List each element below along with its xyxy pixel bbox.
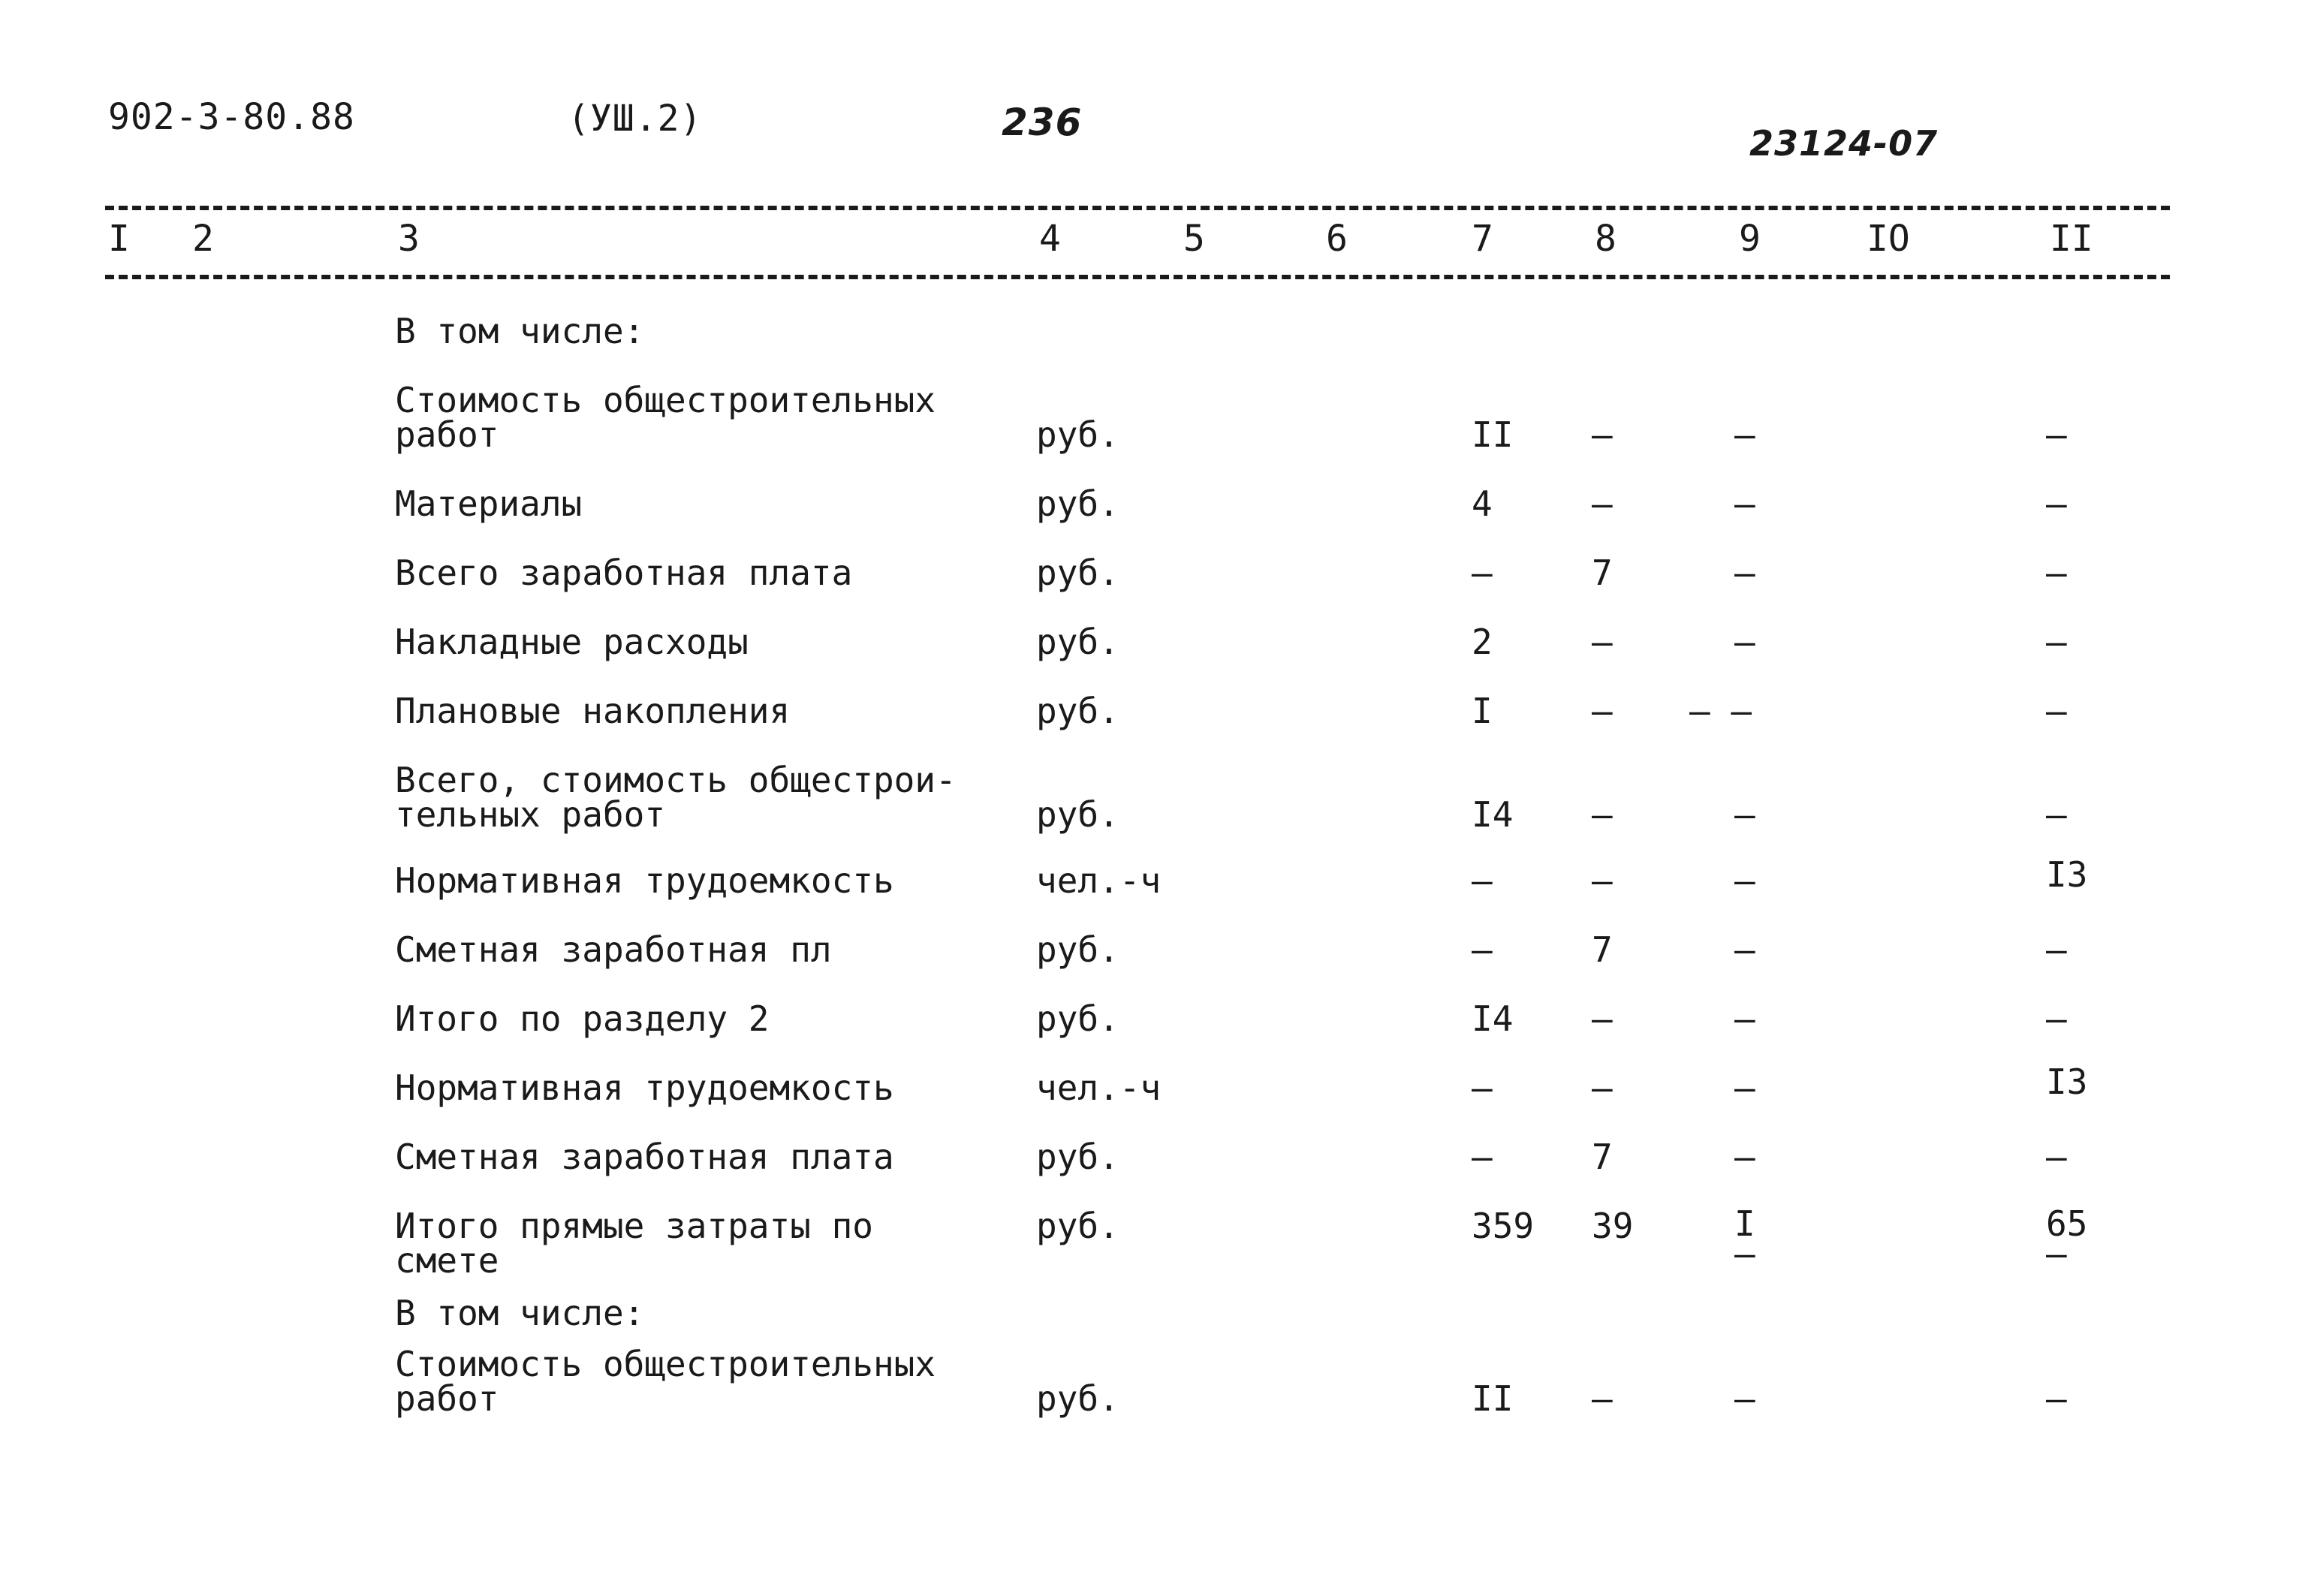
column-number: 2	[192, 218, 214, 260]
archive-number: 23124-07	[1749, 123, 1939, 164]
table-header-rule	[105, 275, 2170, 279]
page-number: 236	[1002, 101, 1083, 144]
row-label: Нормативная трудоемкость	[395, 860, 894, 901]
col7-value: II	[1472, 1378, 1514, 1419]
col8-value: –	[1592, 1068, 1613, 1108]
col9-value: –	[1734, 1378, 1755, 1419]
col7-value: I4	[1472, 998, 1514, 1039]
column-number: 7	[1472, 218, 1493, 260]
row-label: Стоимость общестроительных работ	[395, 1344, 936, 1419]
column-number: I	[108, 218, 130, 260]
column-number: 5	[1183, 218, 1205, 260]
row-label: Итого прямые затраты по смете	[395, 1206, 873, 1281]
row-unit: руб.	[1036, 998, 1119, 1039]
col9-value: –	[1734, 622, 1755, 662]
column-number: IO	[1867, 218, 1910, 260]
col8-value: 39	[1592, 1206, 1634, 1246]
col11-value: –	[2046, 1378, 2067, 1419]
row-label: Нормативная трудоемкость	[395, 1068, 894, 1108]
col9-value: –	[1734, 553, 1755, 593]
col9-value: –	[1734, 860, 1755, 901]
col7-value: –	[1472, 929, 1493, 970]
col9-value: –	[1734, 998, 1755, 1039]
col9-value: –	[1734, 1137, 1755, 1177]
col7-value: 4	[1472, 483, 1493, 524]
col11-value: –	[2046, 414, 2067, 455]
col11-value: –	[2046, 483, 2067, 524]
col7-value: II	[1472, 414, 1514, 455]
table-top-rule	[105, 206, 2170, 210]
column-number: 6	[1326, 218, 1348, 260]
col9-value: –	[1734, 483, 1755, 524]
col8-value: –	[1592, 860, 1613, 901]
row-label: Сметная заработная пл	[395, 929, 832, 970]
col9-value: –	[1734, 414, 1755, 455]
col9-value: – –	[1689, 691, 1752, 731]
col8-value: 7	[1592, 553, 1613, 593]
col11-value: –	[2046, 622, 2067, 662]
row-label: Сметная заработная плата	[395, 1137, 894, 1177]
col7-value: 359	[1472, 1206, 1535, 1246]
col11-value: I3	[2046, 854, 2088, 895]
col8-value: –	[1592, 998, 1613, 1039]
column-number: 8	[1595, 218, 1617, 260]
section-label: (УШ.2)	[568, 98, 703, 140]
col9-value: –	[1734, 794, 1755, 835]
column-number: 9	[1739, 218, 1761, 260]
col8-value: –	[1592, 414, 1613, 455]
row-unit: руб.	[1036, 1378, 1119, 1419]
col7-value: I	[1472, 691, 1493, 731]
row-unit: руб.	[1036, 691, 1119, 731]
row-label: В том числе:	[395, 311, 645, 351]
col8-value: –	[1592, 622, 1613, 662]
col7-value: –	[1472, 860, 1493, 901]
col9-value: –	[1734, 929, 1755, 970]
col9-value: I –	[1734, 1203, 1755, 1274]
col7-value: 2	[1472, 622, 1493, 662]
row-label: Плановые накопления	[395, 691, 791, 731]
column-number: 4	[1039, 218, 1061, 260]
row-label: Всего заработная плата	[395, 553, 853, 593]
col8-value: –	[1592, 794, 1613, 835]
col8-value: –	[1592, 1378, 1613, 1419]
row-unit: руб.	[1036, 553, 1119, 593]
row-unit: руб.	[1036, 929, 1119, 970]
row-unit: руб.	[1036, 1206, 1119, 1246]
row-unit: руб.	[1036, 1137, 1119, 1177]
col8-value: –	[1592, 691, 1613, 731]
row-label: Накладные расходы	[395, 622, 749, 662]
row-label: Материалы	[395, 483, 583, 524]
doc-code: 902-3-80.88	[108, 96, 355, 138]
col11-value: I3	[2046, 1061, 2088, 1102]
row-label: В том числе:	[395, 1293, 645, 1333]
col11-value: –	[2046, 1137, 2067, 1177]
col8-value: –	[1592, 483, 1613, 524]
row-unit: руб.	[1036, 483, 1119, 524]
column-number: II	[2050, 218, 2093, 260]
col7-value: –	[1472, 1068, 1493, 1108]
row-unit: руб.	[1036, 622, 1119, 662]
column-number: 3	[398, 218, 420, 260]
col11-value: –	[2046, 691, 2067, 731]
col11-value: –	[2046, 998, 2067, 1039]
row-unit: руб.	[1036, 414, 1119, 455]
col7-value: I4	[1472, 794, 1514, 835]
col9-value: –	[1734, 1068, 1755, 1108]
row-label: Итого по разделу 2	[395, 998, 770, 1039]
row-unit: руб.	[1036, 794, 1119, 835]
col7-value: –	[1472, 553, 1493, 593]
col11-value: –	[2046, 553, 2067, 593]
col8-value: 7	[1592, 1137, 1613, 1177]
col7-value: –	[1472, 1137, 1493, 1177]
row-unit: чел.-ч	[1036, 1068, 1162, 1108]
col11-value: 65 –	[2046, 1203, 2088, 1274]
row-label: Всего, стоимость общестрои- тельных работ	[395, 760, 957, 835]
row-unit: чел.-ч	[1036, 860, 1162, 901]
col11-value: –	[2046, 929, 2067, 970]
col8-value: 7	[1592, 929, 1613, 970]
row-label: Стоимость общестроительных работ	[395, 380, 936, 455]
col11-value: –	[2046, 794, 2067, 835]
